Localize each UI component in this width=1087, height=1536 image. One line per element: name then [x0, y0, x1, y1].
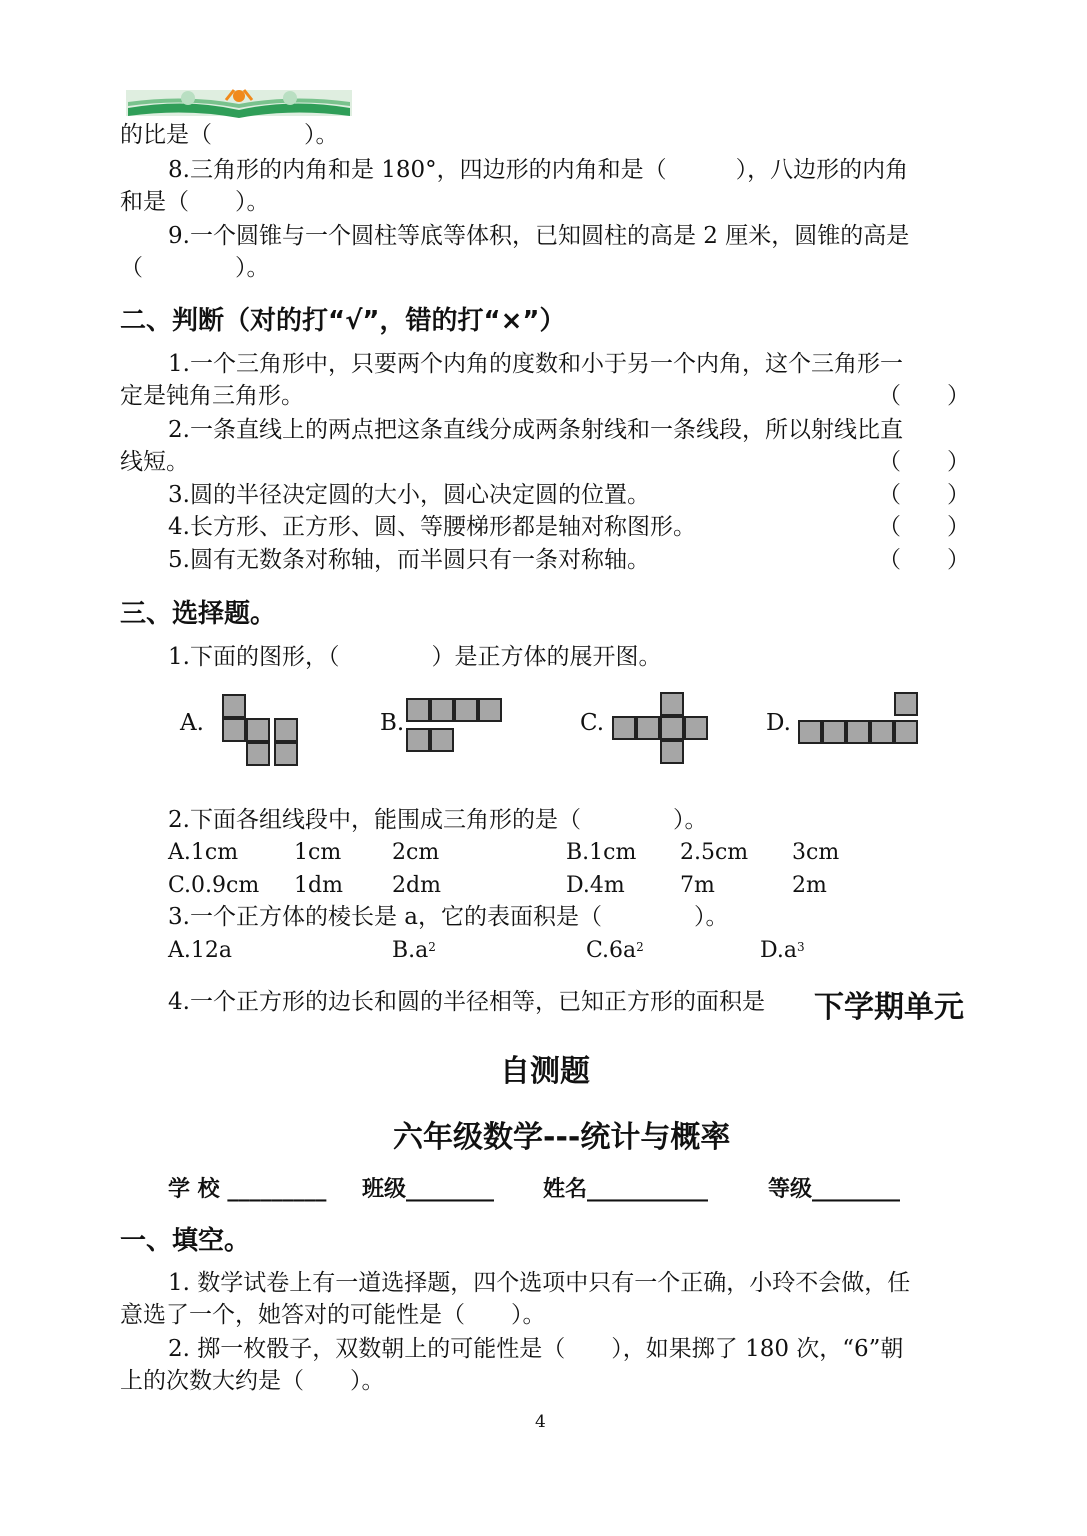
fill1-line2: 意选了一个，她答对的可能性是（ ）。 [120, 1302, 546, 1328]
judge5-answer-blank: （ ） [878, 547, 970, 573]
q8-line1: 8.三角形的内角和是 180°，四边形的内角和是（ ），八边形的内角 [168, 157, 909, 183]
fill2-line2: 上的次数大约是（ ）。 [120, 1368, 385, 1394]
section3-title: 三、选择题。 [120, 599, 277, 629]
fill1-line1: 1. 数学试卷上有一道选择题，四个选项中只有一个正确，小玲不会做，任 [168, 1270, 911, 1296]
section2-title: 二、判断（对的打“√”，错的打“×”） [120, 306, 566, 336]
net-d-label: D. [766, 710, 791, 736]
judge2-answer-blank: （ ） [878, 449, 970, 475]
section1-title: 一、填空。 [120, 1226, 251, 1256]
judge1-line2: 定是钝角三角形。 [120, 383, 304, 409]
choice3-option-a: A.12a [168, 938, 232, 963]
q8-line2: 和是（ ）。 [120, 189, 270, 215]
judge4-answer-blank: （ ） [878, 514, 970, 540]
choice2-option-d-3: 2m [792, 873, 827, 898]
q9-line2: （ ）。 [120, 255, 270, 281]
grade-field: 等级________ [768, 1177, 901, 1202]
choice3-question: 3.一个正方体的棱长是 a，它的表面积是（ ）。 [168, 904, 729, 930]
q7-continuation: 的比是（ ）。 [120, 122, 339, 148]
choice2-option-b-2: 2.5cm [680, 840, 749, 865]
choice2-option-a-2: 1cm [294, 840, 342, 865]
net-a-label: A. [180, 710, 204, 736]
choice4-question: 4.一个正方形的边长和圆的半径相等，已知正方形的面积是 [168, 989, 765, 1015]
net-b-label: B. [380, 710, 405, 736]
choice2-option-a-3: 2cm [392, 840, 440, 865]
page-number: 4 [535, 1412, 546, 1432]
q9-line1: 9.一个圆锥与一个圆柱等底等体积，已知圆柱的高是 2 厘米，圆锥的高是 [168, 223, 910, 249]
choice2-option-a-1: A.1cm [168, 840, 239, 865]
judge5-line: 5.圆有无数条对称轴，而半圆只有一条对称轴。 [168, 547, 650, 573]
judge3-line: 3.圆的半径决定圆的大小，圆心决定圆的位置。 [168, 482, 650, 508]
judge2-line1: 2.一条直线上的两点把这条直线分成两条射线和一条线段，所以射线比直 [168, 417, 903, 443]
net-c-label: C. [580, 710, 605, 736]
choice2-option-b-3: 3cm [792, 840, 840, 865]
school-field: 学 校 _________ [168, 1177, 327, 1202]
judge1-answer-blank: （ ） [878, 383, 970, 409]
name-field: 姓名___________ [543, 1177, 709, 1202]
choice2-option-b-1: B.1cm [566, 840, 637, 865]
fill2-line1: 2. 掷一枚骰子，双数朝上的可能性是（ ），如果掷了 180 次，“6”朝 [168, 1336, 904, 1362]
choice3-option-c: $C.6a^2$ [586, 938, 644, 963]
choice1-question: 1.下面的图形，（ ）是正方体的展开图。 [168, 644, 662, 670]
judge2-line2: 线短。 [120, 449, 189, 475]
choice2-question: 2.下面各组线段中，能围成三角形的是（ ）。 [168, 807, 708, 833]
class-field: 班级________ [362, 1177, 495, 1202]
judge3-answer-blank: （ ） [878, 482, 970, 508]
book-logo-icon [126, 86, 352, 120]
choice2-option-d-1: D.4m [566, 873, 625, 898]
choice2-option-c-1: C.0.9cm [168, 873, 260, 898]
title-part1: 下学期单元 [814, 990, 964, 1025]
judge1-line1: 1.一个三角形中，只要两个内角的度数和小于另一个内角，这个三角形一 [168, 351, 903, 377]
choice3-option-b: $B.a^2$ [392, 938, 436, 963]
choice2-option-d-2: 7m [680, 873, 715, 898]
judge4-line: 4.长方形、正方形、圆、等腰梯形都是轴对称图形。 [168, 514, 696, 540]
title-part2: 自测题 [500, 1054, 590, 1089]
subtitle: 六年级数学---统计与概率 [393, 1120, 731, 1155]
choice2-option-c-3: 2dm [392, 873, 441, 898]
choice2-option-c-2: 1dm [294, 873, 343, 898]
choice3-option-d: $D.a^3$ [760, 938, 805, 963]
